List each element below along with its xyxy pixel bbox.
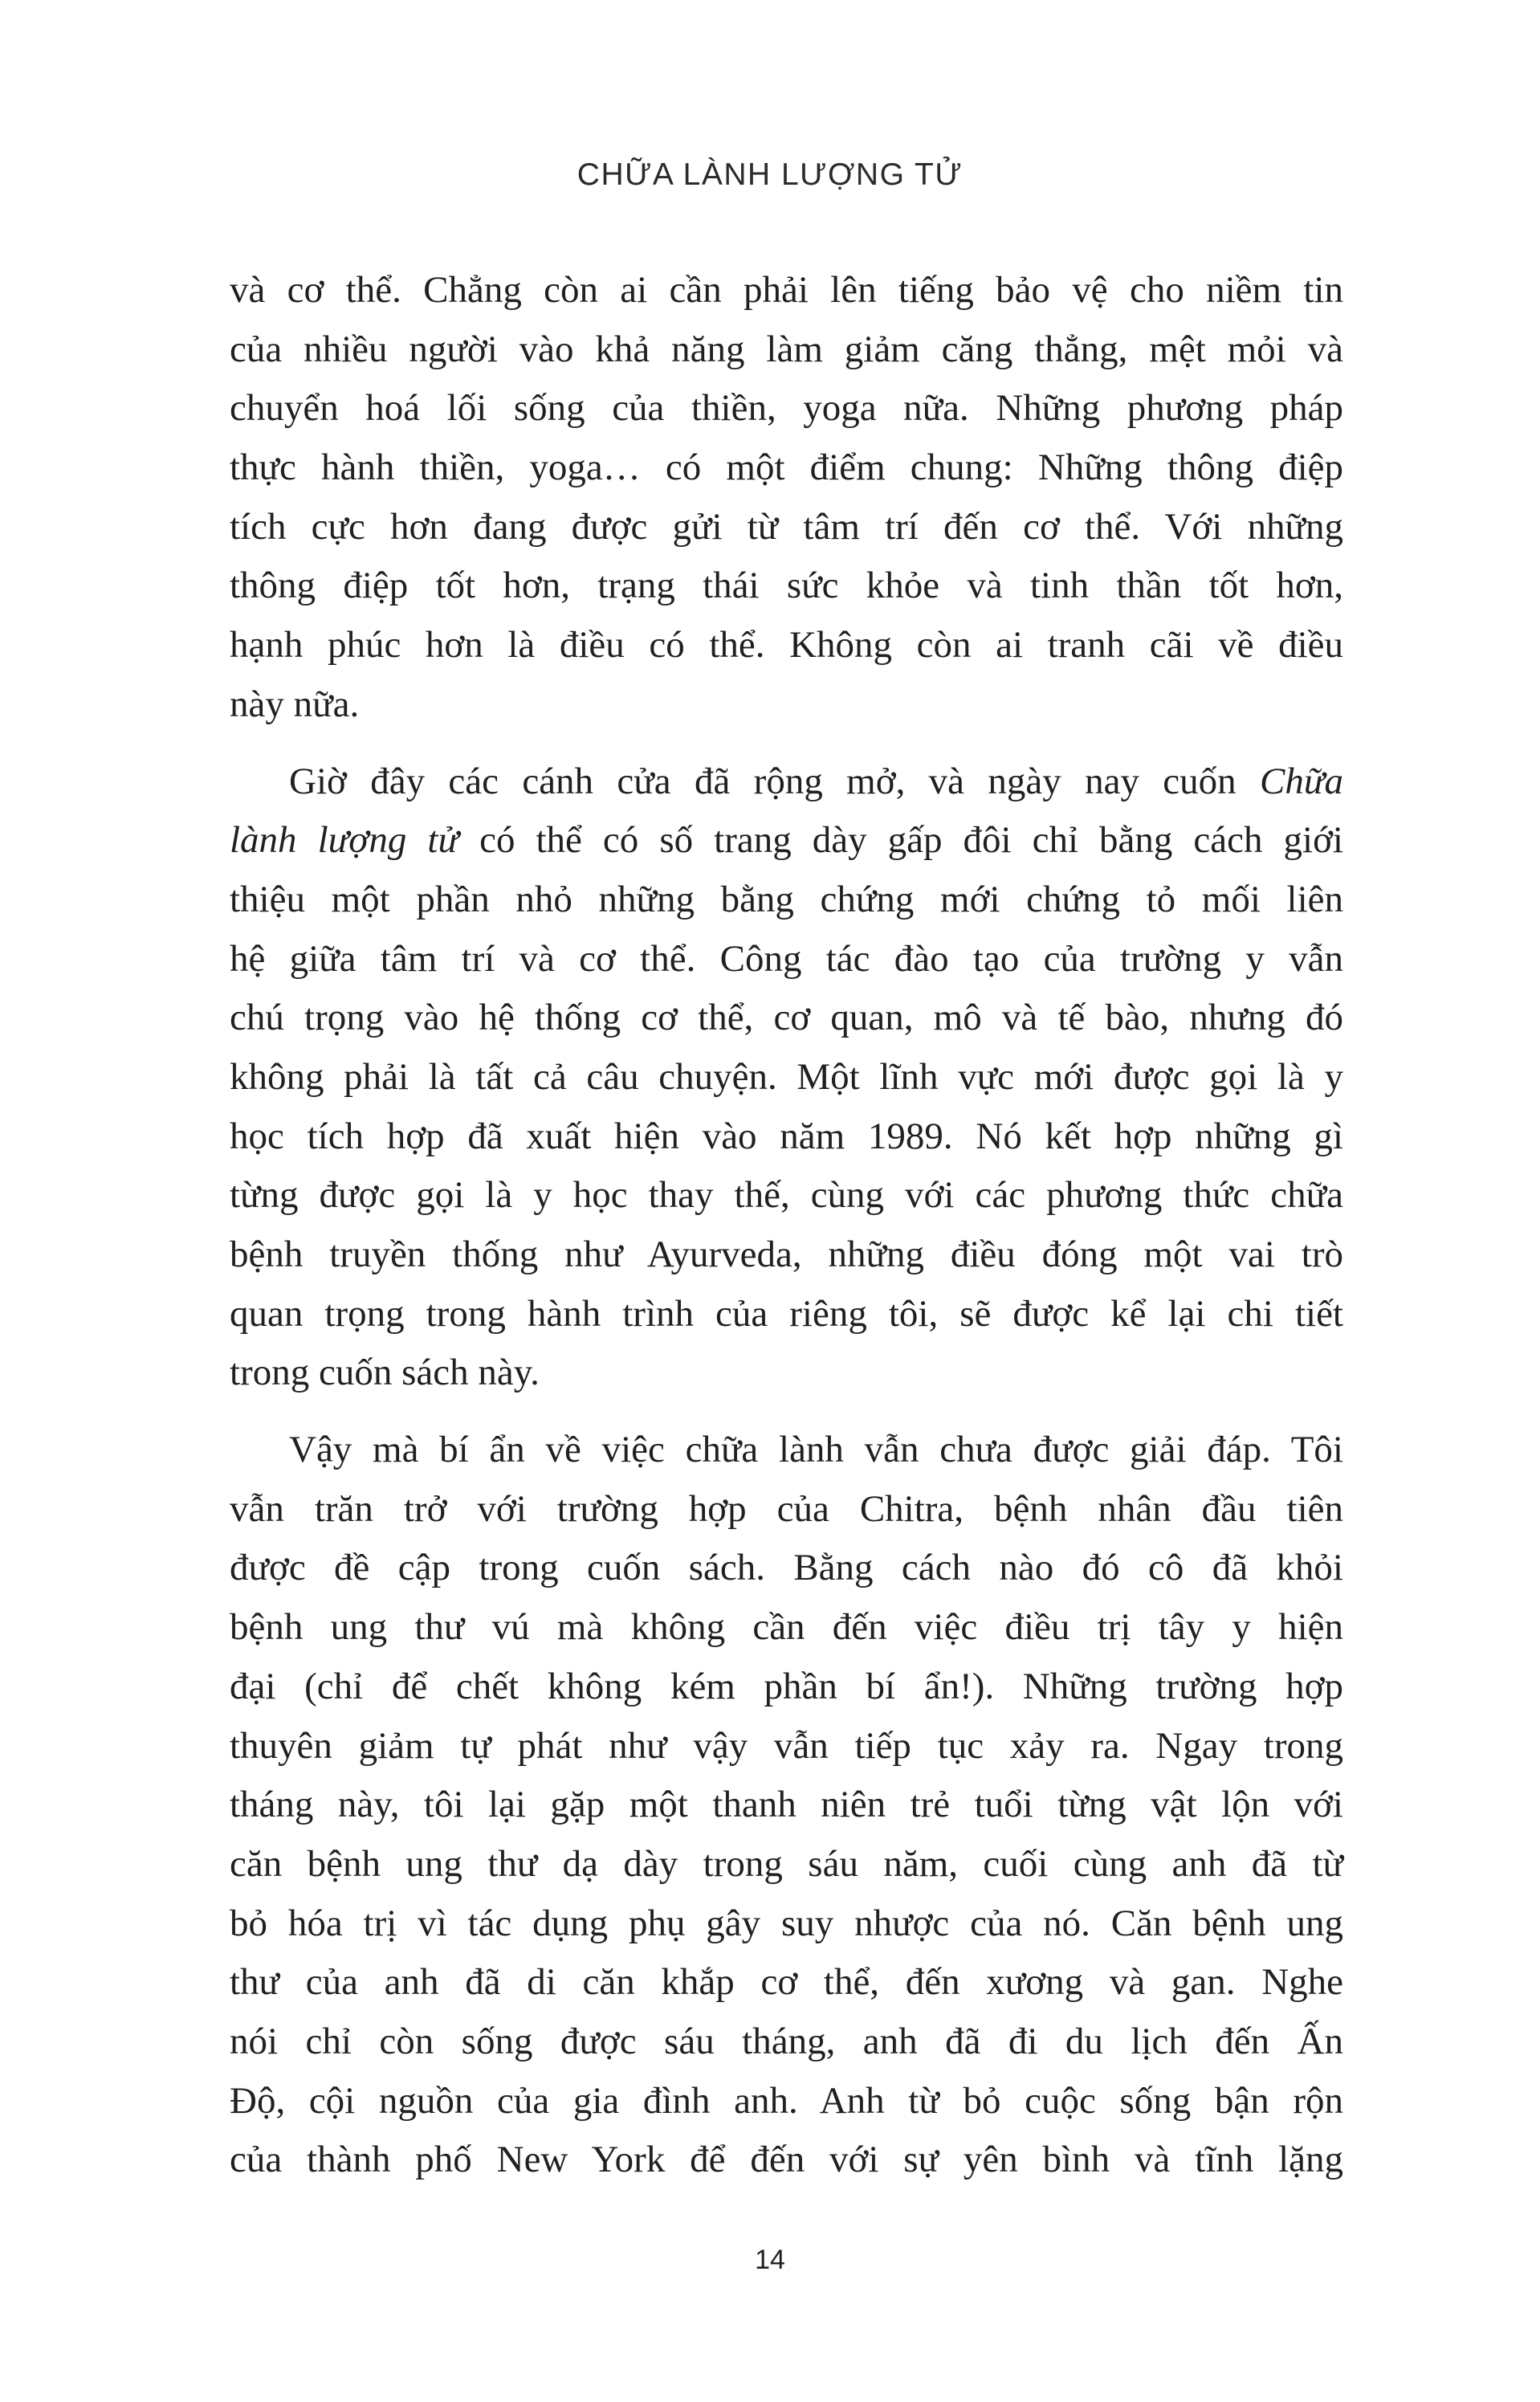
text-line	[230, 1835, 1343, 1894]
text-line	[230, 1225, 1343, 1285]
text-line	[230, 616, 1343, 675]
text-run: này nữa.	[230, 683, 360, 725]
text-line	[230, 320, 1343, 380]
italic-title-text: lành lượng tử	[230, 819, 459, 862]
text-line	[230, 2131, 1343, 2190]
text-run: tích cực hơn đang được gửi từ tâm trí đến cơ thể. Với những	[230, 505, 1343, 548]
text-run: bệnh truyền thống như Ayurveda, những điều đóng một vai trò	[230, 1234, 1343, 1275]
text-line	[230, 1048, 1343, 1107]
text-run: Vậy mà bí ẩn về việc chữa lành vẫn chưa được giải đáp. Tôi	[289, 1429, 1343, 1471]
paragraph	[230, 752, 1343, 1404]
text-line	[230, 261, 1343, 320]
text-line	[230, 1717, 1343, 1776]
text-line	[230, 1953, 1343, 2013]
body-text	[230, 261, 1343, 2208]
text-run: căn bệnh ung thư dạ dày trong sáu năm, cuối cùng anh đã từ	[230, 1842, 1343, 1885]
text-line	[230, 1285, 1343, 1344]
text-run: của nhiều người vào khả năng làm giảm căng thẳng, mệt mỏi và	[230, 328, 1343, 370]
text-line	[230, 498, 1343, 557]
text-line	[230, 871, 1343, 930]
text-line	[230, 1539, 1343, 1598]
italic-title-text: Chữa	[1260, 760, 1343, 802]
text-run: được đề cập trong cuốn sách. Bằng cách nào đó cô đã khỏi	[230, 1547, 1343, 1589]
text-line	[230, 2013, 1343, 2072]
paragraph	[230, 261, 1343, 735]
text-run: đại (chỉ để chết không kém phần bí ẩn!). Những trường hợp	[230, 1665, 1343, 1707]
text-line	[230, 438, 1343, 498]
text-line	[230, 930, 1343, 989]
text-line	[230, 989, 1343, 1048]
text-line	[230, 752, 1343, 812]
text-line	[230, 1344, 1343, 1403]
text-line	[230, 1480, 1343, 1539]
text-run: bỏ hóa trị vì tác dụng phụ gây suy nhược của nó. Căn bệnh ung	[230, 1902, 1343, 1944]
text-run: nói chỉ còn sống được sáu tháng, anh đã đi du lịch đến Ấn	[230, 2020, 1343, 2062]
text-run: chú trọng vào hệ thống cơ thể, cơ quan, mô và tế bào, nhưng đó	[230, 997, 1343, 1039]
text-run: Độ, cội nguồn của gia đình anh. Anh từ bỏ cuộc sống bận rộn	[230, 2079, 1343, 2122]
text-run: từng được gọi là y học thay thế, cùng với các phương thức chữa	[230, 1174, 1343, 1217]
text-line	[230, 1421, 1343, 1480]
text-run: Giờ đây các cánh cửa đã rộng mở, và ngày nay cuốn	[289, 760, 1261, 802]
text-run: thiệu một phần nhỏ những bằng chứng mới chứng tỏ mối liên	[230, 878, 1343, 920]
page-number: 14	[755, 2245, 785, 2275]
text-run: thông điệp tốt hơn, trạng thái sức khỏe và tinh thần tốt hơn,	[230, 565, 1343, 607]
text-run: quan trọng trong hành trình của riêng tôi, sẽ được kể lại chi tiết	[230, 1292, 1343, 1335]
running-head: CHỮA LÀNH LƯỢNG TỬ	[576, 157, 964, 192]
text-run: bệnh ung thư vú mà không cần đến việc điều trị tây y hiện	[230, 1606, 1343, 1649]
text-run: trong cuốn sách này.	[230, 1352, 540, 1394]
text-run: không phải là tất cả câu chuyện. Một lĩnh vực mới được gọi là y	[230, 1055, 1343, 1098]
text-run: của thành phố New York để đến với sự yên bình và tĩnh lặng	[230, 2139, 1343, 2181]
text-line	[230, 1107, 1343, 1167]
text-run: thuyên giảm tự phát như vậy vẫn tiếp tục xảy ra. Ngay trong	[230, 1724, 1343, 1767]
text-run: tháng này, tôi lại gặp một thanh niên trẻ tuổi từng vật lộn với	[230, 1784, 1343, 1826]
text-run: và cơ thể. Chẳng còn ai cần phải lên tiếng bảo vệ cho niềm tin	[230, 269, 1343, 311]
text-line	[230, 811, 1343, 871]
text-run: có thể có số trang dày gấp đôi chỉ bằng cách giới	[458, 819, 1343, 862]
text-line	[230, 557, 1343, 616]
text-line	[230, 1166, 1343, 1225]
text-line	[230, 379, 1343, 438]
text-run: học tích hợp đã xuất hiện vào năm 1989. Nó kết hợp những gì	[230, 1115, 1343, 1157]
text-line	[230, 2072, 1343, 2131]
text-run: chuyển hoá lối sống của thiền, yoga nữa. Những phương pháp	[230, 387, 1343, 430]
text-line	[230, 1658, 1343, 1717]
text-run: thư của anh đã di căn khắp cơ thể, đến xương và gan. Nghe	[230, 1961, 1343, 2004]
paragraph	[230, 1421, 1343, 2190]
text-run: vẫn trăn trở với trường hợp của Chitra, bệnh nhân đầu tiên	[230, 1487, 1343, 1530]
text-run: hạnh phúc hơn là điều có thể. Không còn ai tranh cãi về điều	[230, 624, 1343, 667]
text-run: thực hành thiền, yoga… có một điểm chung: Những thông điệp	[230, 447, 1343, 489]
text-line	[230, 1894, 1343, 1954]
text-line	[230, 675, 1343, 735]
text-run: hệ giữa tâm trí và cơ thể. Công tác đào tạo của trường y vẫn	[230, 937, 1343, 980]
text-line	[230, 1776, 1343, 1835]
text-line	[230, 1598, 1343, 1658]
